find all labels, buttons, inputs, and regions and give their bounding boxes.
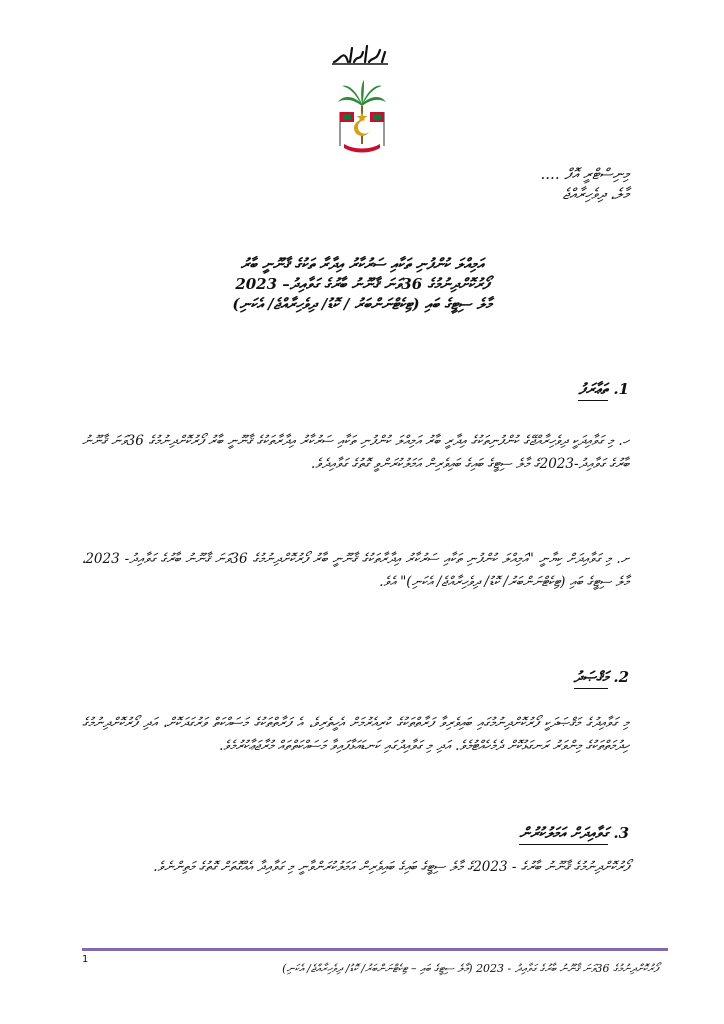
section-3-paragraph: ފޯރުކޮށްދިނުމުގެ ޤާނޫނު ބާރުގެ - 2023ގެ މާލެ ސިޓީގެ ބައިގެ ބައިވެރިން އަމަލުކުރަންވާނީ މި ގަވާއިދާ އެއްގޮތަށް ގޮތުގެ މަތިންނެވެ.	[153, 859, 629, 875]
section-number: 3.	[613, 824, 629, 842]
section-number: 2.	[613, 668, 629, 686]
organization-name: މިނިސްޓްރީ އޮފް ....	[540, 165, 629, 183]
section-1-heading	[578, 380, 629, 398]
section-2-paragraph: މި ގަވާއިދުގެ މަޤްޞަދަކީ ފޯރުކޮށްދިނުމުގައި ބައިވެރިވާ ފަރާތްތަކުގެ ކުރިއެރުމަށް އެހީތެރިވެ، އެ ފަރާތްތަކުގެ މަސައްކަތް ވަރުގަދަކޮށް، އަދި ފޯރުކޮށްދިނުމުގެ ހިދުމަތްތަކުގެ މިންވަރު ރަނގަޅުކޮށް ދެމެހެއްޓުމެވެ. އަދި މި ގަވާއިދުގައި ކަނޑައަޅާފައިވާ މަސައްކަތްތައް މުރާޖަޢާކުރުމެވެ.	[82, 715, 629, 754]
organization-block	[541, 164, 629, 204]
section-2-heading	[574, 668, 629, 686]
organization-location: މާލެ، ދިވެހިރާއްޖެ	[562, 185, 629, 203]
footer-text: ފޯރުކޮށްދިނުމުގެ 36ވަނަ ޤާނޫނު ބާރުގެ ގަވާއިދު - 2023 (މާލެ ސިޓީގެ ބައި – ޓިކެޓްނަންބަރު/ ކޮޑު/ ދިވެހިރާއްޖެ/ އެކަނި)	[282, 962, 658, 975]
section-1-paragraph-b: ށ. މި ގަވާއިދަށް ކިޔާނީ "އަމިއްލަ ކުންފުނި ތަކާއި ސަރުކާރު އިދާރާތަކުގެ ޤާނޫނީ ބާރު ފޯރުކޮށްދިނުމުގެ 36ވަނަ ޤާނޫނު ބާރުގެ ގަވާއިދު- 2023، މާލެ ސިޓީގެ ބައި (ޓިކެޓްނަންބަރު/ ކޮޑު/ ދިވެހިރާއްޖެ/ އެކަނި)" އެވެ.	[82, 551, 630, 590]
section-number: 1.	[613, 380, 629, 398]
section-1-paragraph-a: ހ. މި ގަވާއިދަކީ ދިވެހިރާއްޖޭގެ ކުންފުނިތަކުގެ އިދާރީ ބާރު އަމިއްލަ ކުންފުނި ތަކާއި ސަރުކާރު އިދާރާތަކުގެ ޤާނޫނީ ބާރު ފޯރުކޮށްދިނުމުގެ 36ވަނަ ޤާނޫނު ބާރުގެ ގަވާއިދު-2023ގެ މާލެ ސިޓީގެ ބައިގެ ބައިވެރިން އަމަލުކުރަންވީ ގޮތުގެ ގަވާއިދެވެ.	[82, 433, 630, 472]
section-3-heading	[519, 824, 629, 842]
title-line-1: އަމިއްލަ ކުންފުނި ތަކާއި ސަރުކާރު އިދާރާ ތަކުގެ ޤާނޫނީ ބާރު	[240, 255, 484, 273]
document-title	[120, 254, 604, 314]
section-title: މަޤްޞަދު	[574, 668, 608, 689]
title-line-2: ފޯރުކޮށްދިނުމުގެ 36ވަނަ ޤާނޫނު ބާރުގެ ގަވާއިދު– 2023	[235, 275, 489, 293]
footer-divider	[82, 948, 668, 951]
section-title: ގަވާއިދަށް އަމަލުކުރުން	[519, 824, 608, 845]
title-line-3: މާލެ ސިޓީގެ ބައި (ޓިކެޓްނަންބަރު / ކޮޑު/ ދިވެހިރާއްޖެ/ އެކަނި)	[232, 295, 492, 313]
section-title: ތަޢާރަފު	[578, 380, 608, 401]
page-number: 1	[82, 954, 89, 965]
state-emblem-icon	[330, 78, 394, 154]
bismillah-calligraphy	[330, 40, 390, 68]
